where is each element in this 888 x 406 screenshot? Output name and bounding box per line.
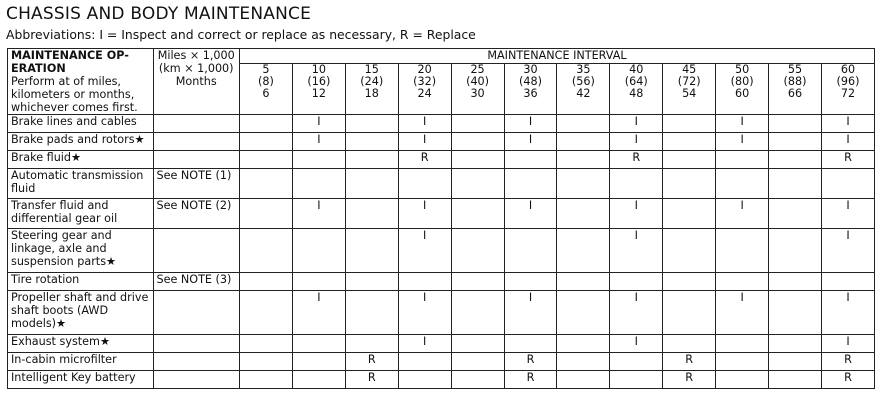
interval-cell: I [716, 291, 769, 335]
operation-cell: Tire rotation [8, 273, 154, 291]
interval-cell [557, 169, 610, 199]
interval-cell: I [821, 199, 874, 229]
interval-cell: I [716, 115, 769, 133]
interval-cell [769, 151, 822, 169]
interval-months: 36 [523, 87, 538, 100]
interval-miles: 45 [682, 63, 697, 76]
interval-cell [769, 291, 822, 335]
interval-cell [557, 273, 610, 291]
interval-cell [663, 115, 716, 133]
interval-miles: 40 [629, 63, 644, 76]
interval-cell [663, 151, 716, 169]
interval-cell [610, 273, 663, 291]
interval-months: 24 [417, 87, 432, 100]
operation-cell: In-cabin microfilter [8, 353, 154, 371]
interval-cell [557, 371, 610, 389]
interval-cell: I [610, 335, 663, 353]
interval-miles: 5 [262, 63, 270, 76]
interval-cell [504, 335, 557, 353]
table-row [8, 273, 875, 291]
interval-column-header [345, 64, 398, 115]
interval-column-header [557, 64, 610, 115]
interval-column-header [504, 64, 557, 115]
interval-cell [451, 229, 504, 273]
interval-cell [345, 115, 398, 133]
interval-cell [239, 353, 292, 371]
table-row [8, 169, 875, 199]
interval-cell [451, 199, 504, 229]
page-title: CHASSIS AND BODY MAINTENANCE [6, 4, 312, 24]
interval-cell [239, 115, 292, 133]
operation-cell: Intelligent Key battery [8, 371, 154, 389]
interval-cell: I [821, 335, 874, 353]
interval-cell: R [821, 353, 874, 371]
interval-cell [716, 151, 769, 169]
table-row [8, 151, 875, 169]
interval-cell [239, 273, 292, 291]
note-cell [153, 151, 239, 169]
interval-cell [663, 199, 716, 229]
interval-cell: I [398, 133, 451, 151]
interval-column-header [821, 64, 874, 115]
interval-cell: I [821, 291, 874, 335]
interval-cell [663, 229, 716, 273]
interval-cell [239, 371, 292, 389]
interval-cell [557, 115, 610, 133]
operation-cell: Transfer fluid and differential gear oil [8, 199, 154, 229]
interval-miles: 50 [734, 63, 750, 76]
interval-cell [769, 169, 822, 199]
note-cell: See NOTE (1) [153, 169, 239, 199]
interval-cell [557, 335, 610, 353]
interval-cell: I [398, 229, 451, 273]
interval-cell: I [504, 199, 557, 229]
interval-column-header [239, 64, 292, 115]
interval-column-header [610, 64, 663, 115]
interval-cell [398, 353, 451, 371]
interval-cell [769, 335, 822, 353]
interval-cell [239, 335, 292, 353]
note-cell: See NOTE (3) [153, 273, 239, 291]
interval-miles: 30 [523, 63, 538, 76]
interval-cell [769, 371, 822, 389]
table-row [8, 133, 875, 151]
interval-cell [292, 335, 345, 353]
operation-description: Perform at of miles, kilometers or months, whichever comes first. [11, 75, 138, 114]
interval-cell [451, 151, 504, 169]
interval-cell [716, 169, 769, 199]
interval-cell [239, 199, 292, 229]
note-cell [153, 229, 239, 273]
interval-cell [504, 229, 557, 273]
operation-cell: Propeller shaft and drive shaft boots (AWD models)★ [8, 291, 154, 335]
interval-cell: I [504, 291, 557, 335]
interval-column-header [451, 64, 504, 115]
interval-cell [292, 151, 345, 169]
interval-cell [345, 133, 398, 151]
interval-cell [451, 115, 504, 133]
interval-cell [239, 291, 292, 335]
interval-cell [239, 151, 292, 169]
interval-cell [663, 273, 716, 291]
interval-cell [557, 199, 610, 229]
interval-cell [345, 169, 398, 199]
interval-cell [610, 353, 663, 371]
interval-miles: 25 [470, 63, 485, 76]
interval-cell [557, 291, 610, 335]
table-row [8, 335, 875, 353]
interval-cell: I [292, 133, 345, 151]
interval-cell [451, 133, 504, 151]
interval-cell [663, 169, 716, 199]
interval-cell [716, 335, 769, 353]
interval-cell [292, 169, 345, 199]
interval-cell: R [663, 371, 716, 389]
interval-km: (24) [360, 75, 384, 88]
header-row-top [8, 49, 875, 64]
interval-cell: R [345, 353, 398, 371]
interval-cell [821, 273, 874, 291]
note-cell [153, 115, 239, 133]
interval-cell [239, 229, 292, 273]
table-body [8, 115, 875, 389]
interval-cell [610, 169, 663, 199]
interval-cell: I [821, 229, 874, 273]
interval-km: (40) [466, 75, 490, 88]
table-row [8, 115, 875, 133]
table-row [8, 229, 875, 273]
interval-column-header [292, 64, 345, 115]
interval-cell [504, 151, 557, 169]
table-row [8, 291, 875, 335]
interval-cell: I [504, 115, 557, 133]
interval-km: (96) [836, 75, 860, 88]
interval-km: (88) [783, 75, 807, 88]
operation-cell: Brake fluid★ [8, 151, 154, 169]
interval-cell [663, 133, 716, 151]
table-row [8, 199, 875, 229]
interval-cell: I [716, 199, 769, 229]
interval-cell: I [821, 133, 874, 151]
interval-cell [769, 353, 822, 371]
interval-cell: R [345, 371, 398, 389]
note-cell [153, 291, 239, 335]
interval-cell [345, 229, 398, 273]
operation-cell: Brake lines and cables [8, 115, 154, 133]
interval-cell [663, 335, 716, 353]
interval-cell [716, 371, 769, 389]
interval-column-header [769, 64, 822, 115]
interval-cell: I [610, 229, 663, 273]
table-row [8, 371, 875, 389]
operation-cell: Steering gear and linkage, axle and suspension parts★ [8, 229, 154, 273]
interval-cell [239, 133, 292, 151]
interval-cell [663, 291, 716, 335]
interval-cell: I [716, 133, 769, 151]
interval-cell [557, 151, 610, 169]
interval-km: (72) [677, 75, 701, 88]
interval-cell: I [292, 115, 345, 133]
interval-cell: I [610, 199, 663, 229]
interval-cell [451, 335, 504, 353]
operation-cell: Automatic transmission fluid [8, 169, 154, 199]
miles-header: Miles × 1,000 (km × 1,000) Months [153, 49, 239, 115]
interval-cell [345, 335, 398, 353]
interval-cell: R [610, 151, 663, 169]
interval-months: 72 [840, 87, 856, 100]
note-cell [153, 371, 239, 389]
interval-cell: I [292, 291, 345, 335]
interval-column-header [716, 64, 769, 115]
interval-cell [769, 133, 822, 151]
operation-cell: Brake pads and rotors★ [8, 133, 154, 151]
interval-cell: R [504, 353, 557, 371]
interval-km: (56) [571, 75, 595, 88]
interval-cell [557, 229, 610, 273]
note-cell [153, 353, 239, 371]
interval-months: 60 [734, 87, 750, 100]
interval-cell [504, 273, 557, 291]
interval-months: 30 [470, 87, 485, 100]
interval-km: (80) [730, 75, 754, 88]
interval-cell [769, 115, 822, 133]
interval-months: 18 [364, 87, 379, 100]
interval-cell: I [610, 115, 663, 133]
interval-miles: 55 [787, 63, 803, 76]
interval-cell: I [610, 291, 663, 335]
interval-cell [504, 169, 557, 199]
interval-miles: 20 [417, 63, 432, 76]
operation-cell: Exhaust system★ [8, 335, 154, 353]
interval-cell: I [398, 335, 451, 353]
interval-cell [345, 199, 398, 229]
interval-cell [716, 229, 769, 273]
interval-km: (16) [307, 75, 331, 88]
abbreviations-note: Abbreviations: I = Inspect and correct or replace as necessary, R = Replace [6, 27, 476, 42]
interval-cell [398, 273, 451, 291]
interval-miles: 15 [364, 63, 379, 76]
interval-months: 48 [629, 87, 644, 100]
interval-km: (48) [518, 75, 542, 88]
interval-cell [716, 353, 769, 371]
note-cell: See NOTE (2) [153, 199, 239, 229]
interval-cell [292, 353, 345, 371]
interval-cell [451, 169, 504, 199]
interval-cell: R [398, 151, 451, 169]
interval-cell [769, 273, 822, 291]
interval-cell [451, 353, 504, 371]
interval-cell [345, 151, 398, 169]
interval-cell [292, 229, 345, 273]
interval-column-header [663, 64, 716, 115]
interval-km: (64) [624, 75, 648, 88]
interval-cell: R [821, 151, 874, 169]
interval-cell: R [504, 371, 557, 389]
operation-header [8, 49, 154, 115]
interval-cell: I [821, 115, 874, 133]
interval-cell [239, 169, 292, 199]
interval-column-header [398, 64, 451, 115]
interval-cell [398, 169, 451, 199]
interval-cell [821, 169, 874, 199]
interval-cell [610, 371, 663, 389]
maintenance-table [7, 48, 875, 389]
interval-cell: I [398, 291, 451, 335]
interval-cell [345, 291, 398, 335]
interval-km: (32) [413, 75, 437, 88]
operation-title: MAINTENANCE OP- ERATION [11, 49, 129, 75]
note-cell [153, 335, 239, 353]
interval-cell [557, 133, 610, 151]
interval-cell [398, 371, 451, 389]
interval-miles: 60 [840, 63, 856, 76]
interval-cell [292, 273, 345, 291]
interval-cell: I [610, 133, 663, 151]
interval-cell: I [504, 133, 557, 151]
interval-header: MAINTENANCE INTERVAL [239, 49, 874, 64]
interval-km: (8) [258, 75, 274, 88]
interval-cell [345, 273, 398, 291]
interval-months: 6 [262, 87, 270, 100]
interval-months: 12 [311, 87, 326, 100]
interval-months: 42 [576, 87, 591, 100]
interval-cell [451, 371, 504, 389]
interval-cell: I [398, 199, 451, 229]
interval-cell [557, 353, 610, 371]
interval-cell [769, 229, 822, 273]
interval-months: 66 [787, 87, 803, 100]
interval-months: 54 [682, 87, 697, 100]
interval-cell: I [292, 199, 345, 229]
table-row [8, 353, 875, 371]
interval-miles: 35 [576, 63, 591, 76]
interval-cell [716, 273, 769, 291]
interval-cell: R [821, 371, 874, 389]
note-cell [153, 133, 239, 151]
interval-cell: R [663, 353, 716, 371]
interval-cell [451, 273, 504, 291]
interval-miles: 10 [311, 63, 326, 76]
interval-cell [769, 199, 822, 229]
interval-cell: I [398, 115, 451, 133]
interval-cell [292, 371, 345, 389]
interval-cell [451, 291, 504, 335]
